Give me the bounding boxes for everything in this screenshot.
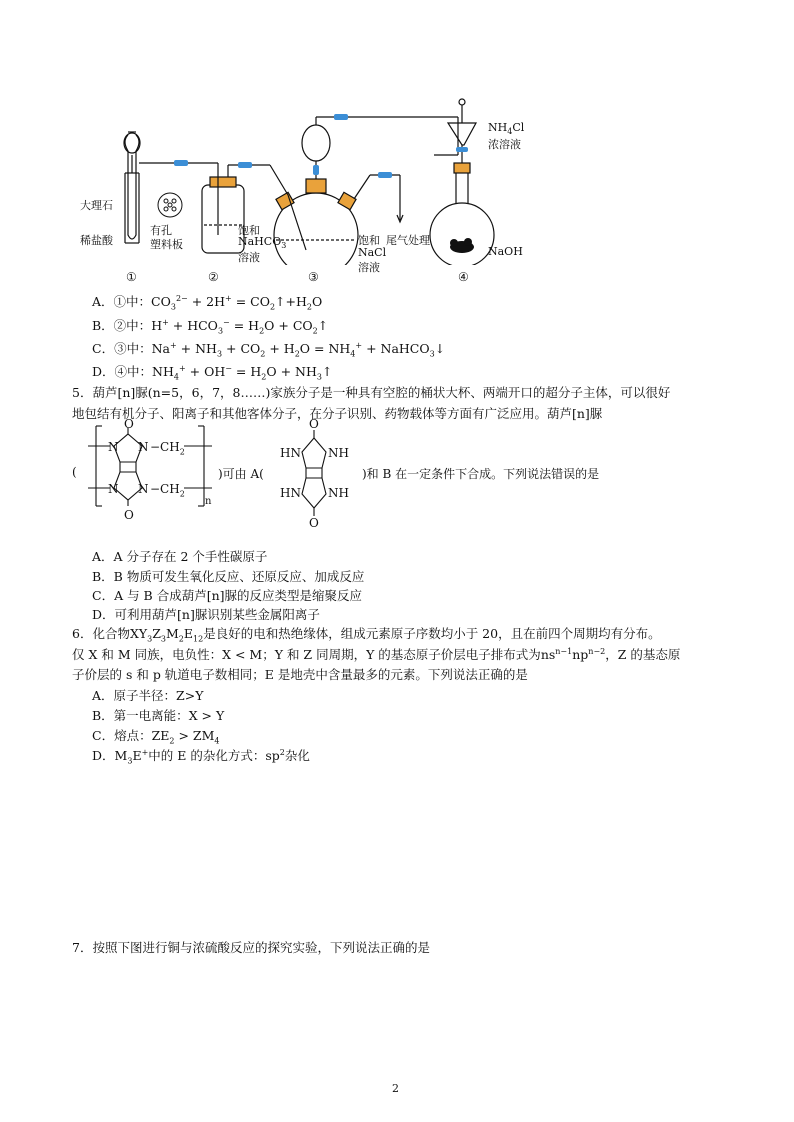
q5-option-a: A．A 分子存在 2 个手性碳原子	[92, 549, 268, 564]
label-naoh: NaOH	[488, 245, 523, 258]
glycoluril-nh-tr: NH	[328, 446, 349, 460]
cucurbituril-subscript-n: n	[205, 496, 212, 507]
q6-option-c: C．熔点：$ZE_2 > ZM_4$	[92, 728, 220, 746]
q6-line-1: 6．化合物$XY_3Z_3M_2E_{12}$是良好的电和热绝缘体，组成元素原子序数均小于 20，且在前四个周期均有分布。	[72, 626, 661, 644]
q7-line-1: 7．按照下图进行铜与浓硫酸反应的探究实验，下列说法正确的是	[72, 940, 430, 955]
label-nh4cl-2: 浓溶液	[488, 138, 521, 151]
label-nacl-3: 溶液	[358, 261, 380, 274]
q4-option-c: C．③中：$Na^+ + NH_3 + CO_2 + H_2O = NH_4^+$ + NaHCO$_3$↓	[92, 340, 446, 359]
label-tail-gas: 尾气处理	[386, 234, 430, 247]
q5-option-b: B．B 物质可发生氧化反应、还原反应、加成反应	[92, 569, 365, 584]
cucurbituril-structure	[84, 418, 224, 518]
q6-option-d: D．$M_3E^+$中的 E 的杂化方式：$sp^2$杂化	[92, 747, 310, 766]
label-marble: 大理石	[80, 199, 113, 212]
page-number: 2	[392, 1082, 399, 1095]
q5-mid-1: )可由 A(	[218, 467, 264, 481]
apparatus-number-2: ②	[208, 270, 219, 284]
cucurbituril-n-bl: N	[108, 482, 119, 496]
label-plate-2: 塑料板	[150, 238, 183, 251]
glycoluril-o-bottom: O	[309, 516, 319, 530]
glycoluril-nh-br: NH	[328, 486, 349, 500]
label-nahco3-3: 溶液	[238, 251, 260, 264]
q5-line-2: 地包结有机分子、阳离子和其他客体分子，在分子识别、药物载体等方面有广泛应用。葫芦[n]脲	[72, 406, 603, 421]
glycoluril-structure	[284, 418, 364, 528]
q5-paren-open: (	[72, 465, 77, 479]
cucurbituril-ch2-bottom: $-CH_2$	[150, 482, 185, 499]
label-nacl-2: NaCl	[358, 246, 387, 259]
label-nacl-1: 饱和	[358, 234, 380, 247]
cucurbituril-n-tr: N	[138, 440, 149, 454]
label-nh4cl-1: $NH_4Cl$	[488, 121, 525, 137]
cucurbituril-o-top: O	[124, 417, 134, 431]
q4-option-d: D．④中：$NH_4^+ + OH^- = H_2O$ + $NH_3↑$	[92, 363, 333, 382]
q6-line-3: 子价层的 s 和 p 轨道电子数相同；E 是地壳中含量最多的元素。下列说法正确的是	[72, 667, 528, 682]
glycoluril-hn-bl: HN	[280, 486, 301, 500]
label-nahco3-1: 饱和	[238, 224, 260, 237]
label-nahco3-2: NaHCO$_3$	[238, 235, 287, 251]
q5-mid-2: )和 B 在一定条件下合成。下列说法错误的是	[362, 467, 600, 481]
q5-option-d: D．可利用葫芦[n]脲识别某些金属阳离子	[92, 607, 320, 622]
cucurbituril-n-br: N	[138, 482, 149, 496]
apparatus-number-4: ④	[458, 270, 469, 284]
q4-option-b: B．②中：$H^+ + HCO_3^- = H_2O$ + $CO_2↑$	[92, 317, 329, 336]
q5-line-1: 5．葫芦[n]脲(n=5，6，7，8……)家族分子是一种具有空腔的桶状大杯、两端开口的超分子主体，可以很好	[72, 385, 671, 400]
cucurbituril-n-tl: N	[108, 440, 119, 454]
q6-option-b: B．第一电离能：X > Y	[92, 708, 225, 723]
apparatus-number-3: ③	[308, 270, 319, 284]
q6-line-2: 仅 X 和 M 同族，电负性：X < M；Y 和 Z 同周期，Y 的基态原子价层电子排布式为$ns^{n-1}np^{n-2}$，Z 的基态原	[72, 646, 681, 662]
cucurbituril-o-bottom: O	[124, 508, 134, 522]
label-plate-1: 有孔	[150, 224, 172, 237]
glycoluril-hn-tl: HN	[280, 446, 301, 460]
q6-option-a: A．原子半径：Z>Y	[92, 688, 204, 703]
cucurbituril-ch2-top: $-CH_2$	[150, 440, 185, 457]
apparatus-number-1: ①	[126, 270, 137, 284]
apparatus-diagram	[70, 95, 540, 265]
glycoluril-o-top: O	[309, 417, 319, 431]
label-dilute-acid: 稀盐酸	[80, 234, 113, 247]
q4-option-a: A．①中：$CO_3^{2-} + 2H^+$ = $CO_2↑+H_2O$	[92, 293, 323, 312]
q5-option-c: C．A 与 B 合成葫芦[n]脲的反应类型是缩聚反应	[92, 588, 363, 603]
